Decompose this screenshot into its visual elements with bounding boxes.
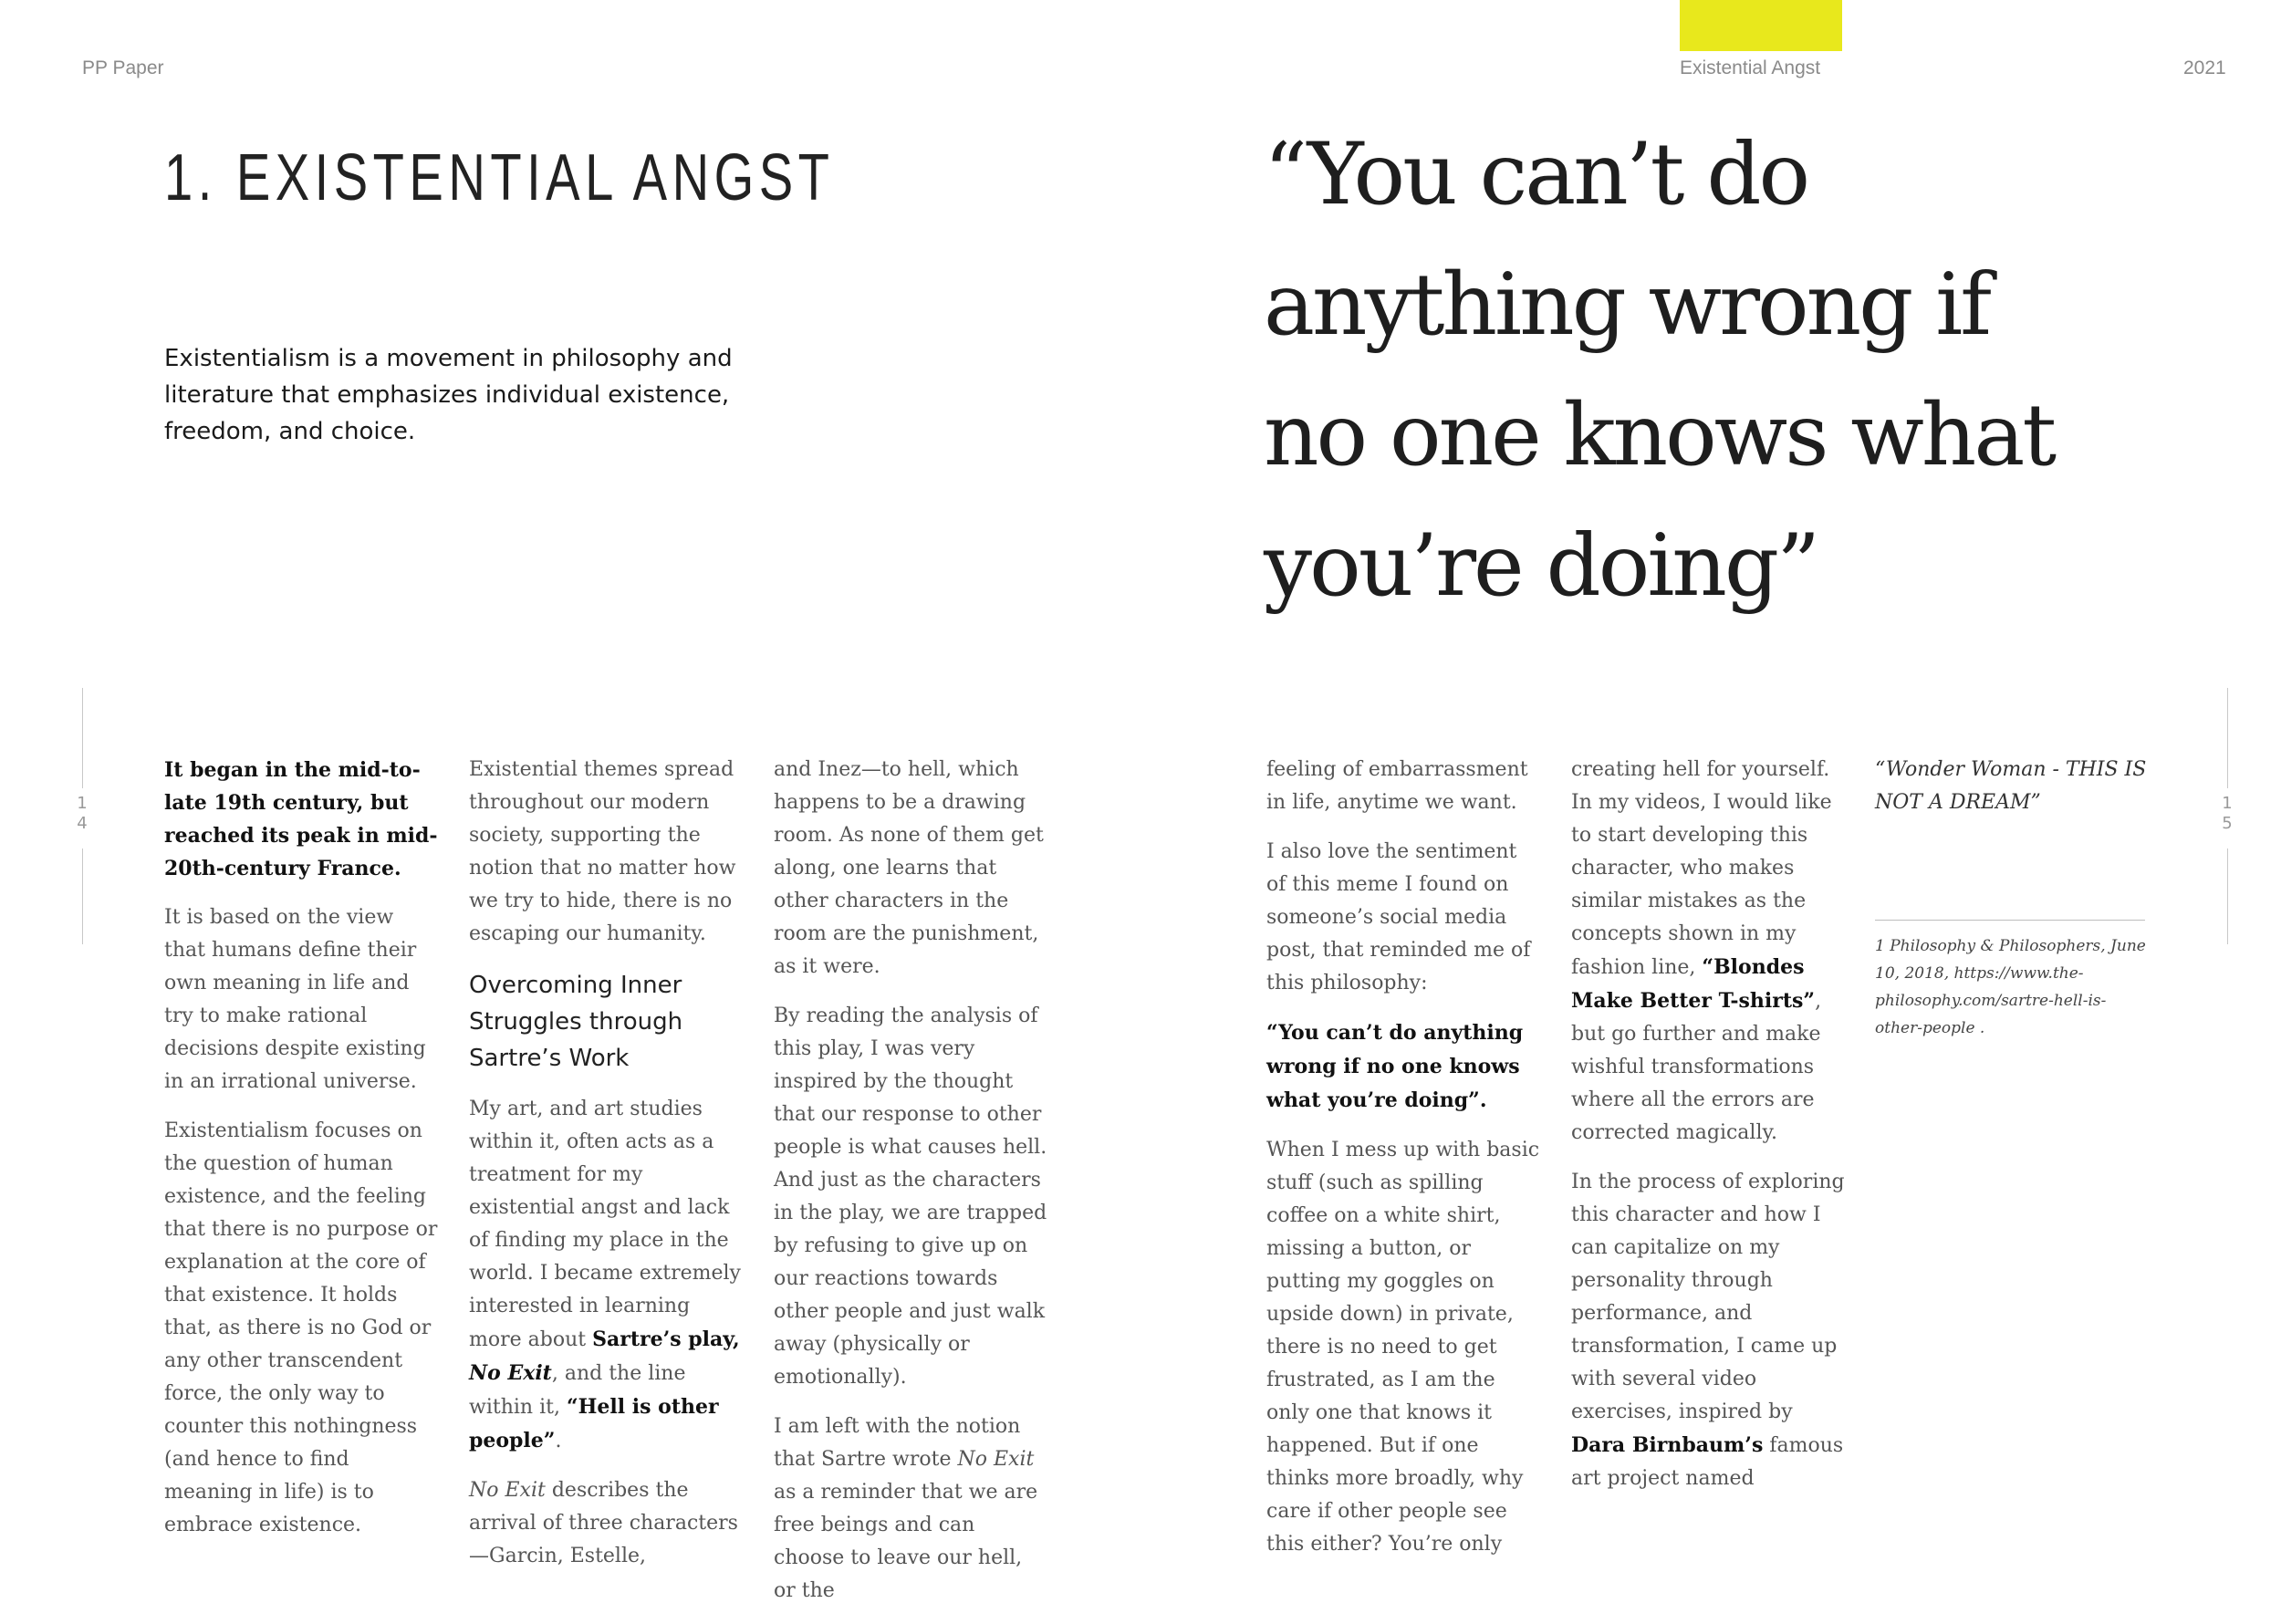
body-paragraph: No Exit describes the arrival of three characters—Garcin, Estelle, (469, 1479, 738, 1567)
body-paragraph: I also love the sentiment of this meme I found on someone’s social media post, that reminded me of this philosophy: (1266, 840, 1531, 994)
quote-paragraph: “You can’t do anything wrong if no one knows what you’re doing”. (1266, 1021, 1524, 1112)
artwork-title-quote: “Wonder Woman - THIS IS NOT A DREAM” (1875, 758, 2147, 814)
left-margin-rule-top (82, 688, 83, 788)
right-column-2 (1571, 754, 1845, 1512)
header-section-title: Existential Angst (1680, 57, 1821, 78)
right-column-3 (1875, 754, 2149, 819)
intro-paragraph: Existentialism is a movement in philosophy and literature that emphasizes individual existence, freedom, and choice. (164, 345, 733, 445)
page-number-left-digit-2: 4 (77, 814, 88, 833)
header-year: 2021 (2183, 57, 2226, 78)
header-publication-name: PP Paper (82, 57, 164, 78)
body-paragraph: Existential themes spread throughout our modern society, supporting the notion that no matter how we try to hide, there is no escaping our humanity. (469, 758, 736, 945)
body-paragraph: When I mess up with basic stuff (such as spilling coffee on a white shirt, missing a button, or putting my goggles on upside down) in private, there is no need to get frustrated, as I am the only one that knows it happened. But if one thinks more broadly, why care if other people see this either? You’re only (1266, 1139, 1540, 1556)
accent-bar (1680, 0, 1842, 51)
left-column-2 (469, 754, 743, 1589)
body-paragraph: and Inez—to hell, which happens to be a drawing room. As none of them get along, one learns that other characters in the room are the punishment, as it were. (774, 758, 1044, 978)
body-paragraph: I am left with the notion that Sartre wrote No Exit as a reminder that we are free beings and can choose to leave our hell, or the (774, 1415, 1038, 1602)
pull-quote: “You can’t do anything wrong if no one knows what you’re doing” (1264, 125, 2055, 616)
right-column-1 (1266, 754, 1540, 1577)
page-number-right (2218, 794, 2236, 834)
left-margin-rule-bottom (82, 848, 83, 944)
left-column-3 (774, 754, 1047, 1624)
body-paragraph: My art, and art studies within it, often acts as a treatment for my existential angst and lack of finding my place in the world. I became extremely interested in learning more about Sartre’s play, No Exit, and the line within it, “Hell is other people”. (469, 1098, 741, 1452)
left-column-1 (164, 754, 438, 1558)
page-number-right-digit-2: 5 (2222, 814, 2233, 833)
lead-paragraph: It began in the mid-to-late 19th century, but reached its peak in mid-20th-century France. (164, 758, 438, 880)
body-paragraph: Existentialism focuses on the question of human existence, and the feeling that there is no purpose or explanation at the core of that existence. It holds that, as there is no God or any other transcendent force, the only way to counter this nothingness (and hence to find meaning in life) is to embrace existence. (164, 1119, 438, 1536)
page-number-right-digit-1: 1 (2222, 794, 2233, 813)
page-number-left-digit-1: 1 (77, 794, 88, 813)
right-margin-rule-top (2227, 688, 2228, 788)
footnote-rule (1875, 920, 2145, 921)
page-number-left (73, 794, 91, 834)
body-paragraph: creating hell for yourself. In my videos, I would like to start developing this character, who makes similar mistakes as the concepts shown in my fashion line, “Blondes Make Better T-shirts”, but go further and make wishful transformations where all the errors are corrected magically. (1571, 758, 1832, 1144)
subheading: Overcoming Inner Struggles through Sartre’s Work (469, 972, 683, 1072)
footnote: 1 Philosophy & Philosophers, June 10, 2018, https://www.the-philosophy.com/sartre-hell-is-other-people . (1875, 937, 2146, 1037)
right-margin-rule-bottom (2227, 848, 2228, 944)
body-paragraph: By reading the analysis of this play, I was very inspired by the thought that our response to other people is what causes hell. And just as the characters in the play, we are trapped by refusing to give up on our reactions towards other people and just walk away (physically or emotionally). (774, 1005, 1047, 1389)
section-title: 1. EXISTENTIAL ANGST (164, 141, 835, 214)
body-paragraph: It is based on the view that humans define their own meaning in life and try to make rational decisions despite existing in an irrational universe. (164, 906, 426, 1093)
body-paragraph: In the process of exploring this character and how I can capitalize on my personality through performance, and transformation, I came up with several video exercises, inspired by Dara Birnbaum’s famous art project named (1571, 1171, 1845, 1490)
body-paragraph: feeling of embarrassment in life, anytime we want. (1266, 758, 1528, 814)
